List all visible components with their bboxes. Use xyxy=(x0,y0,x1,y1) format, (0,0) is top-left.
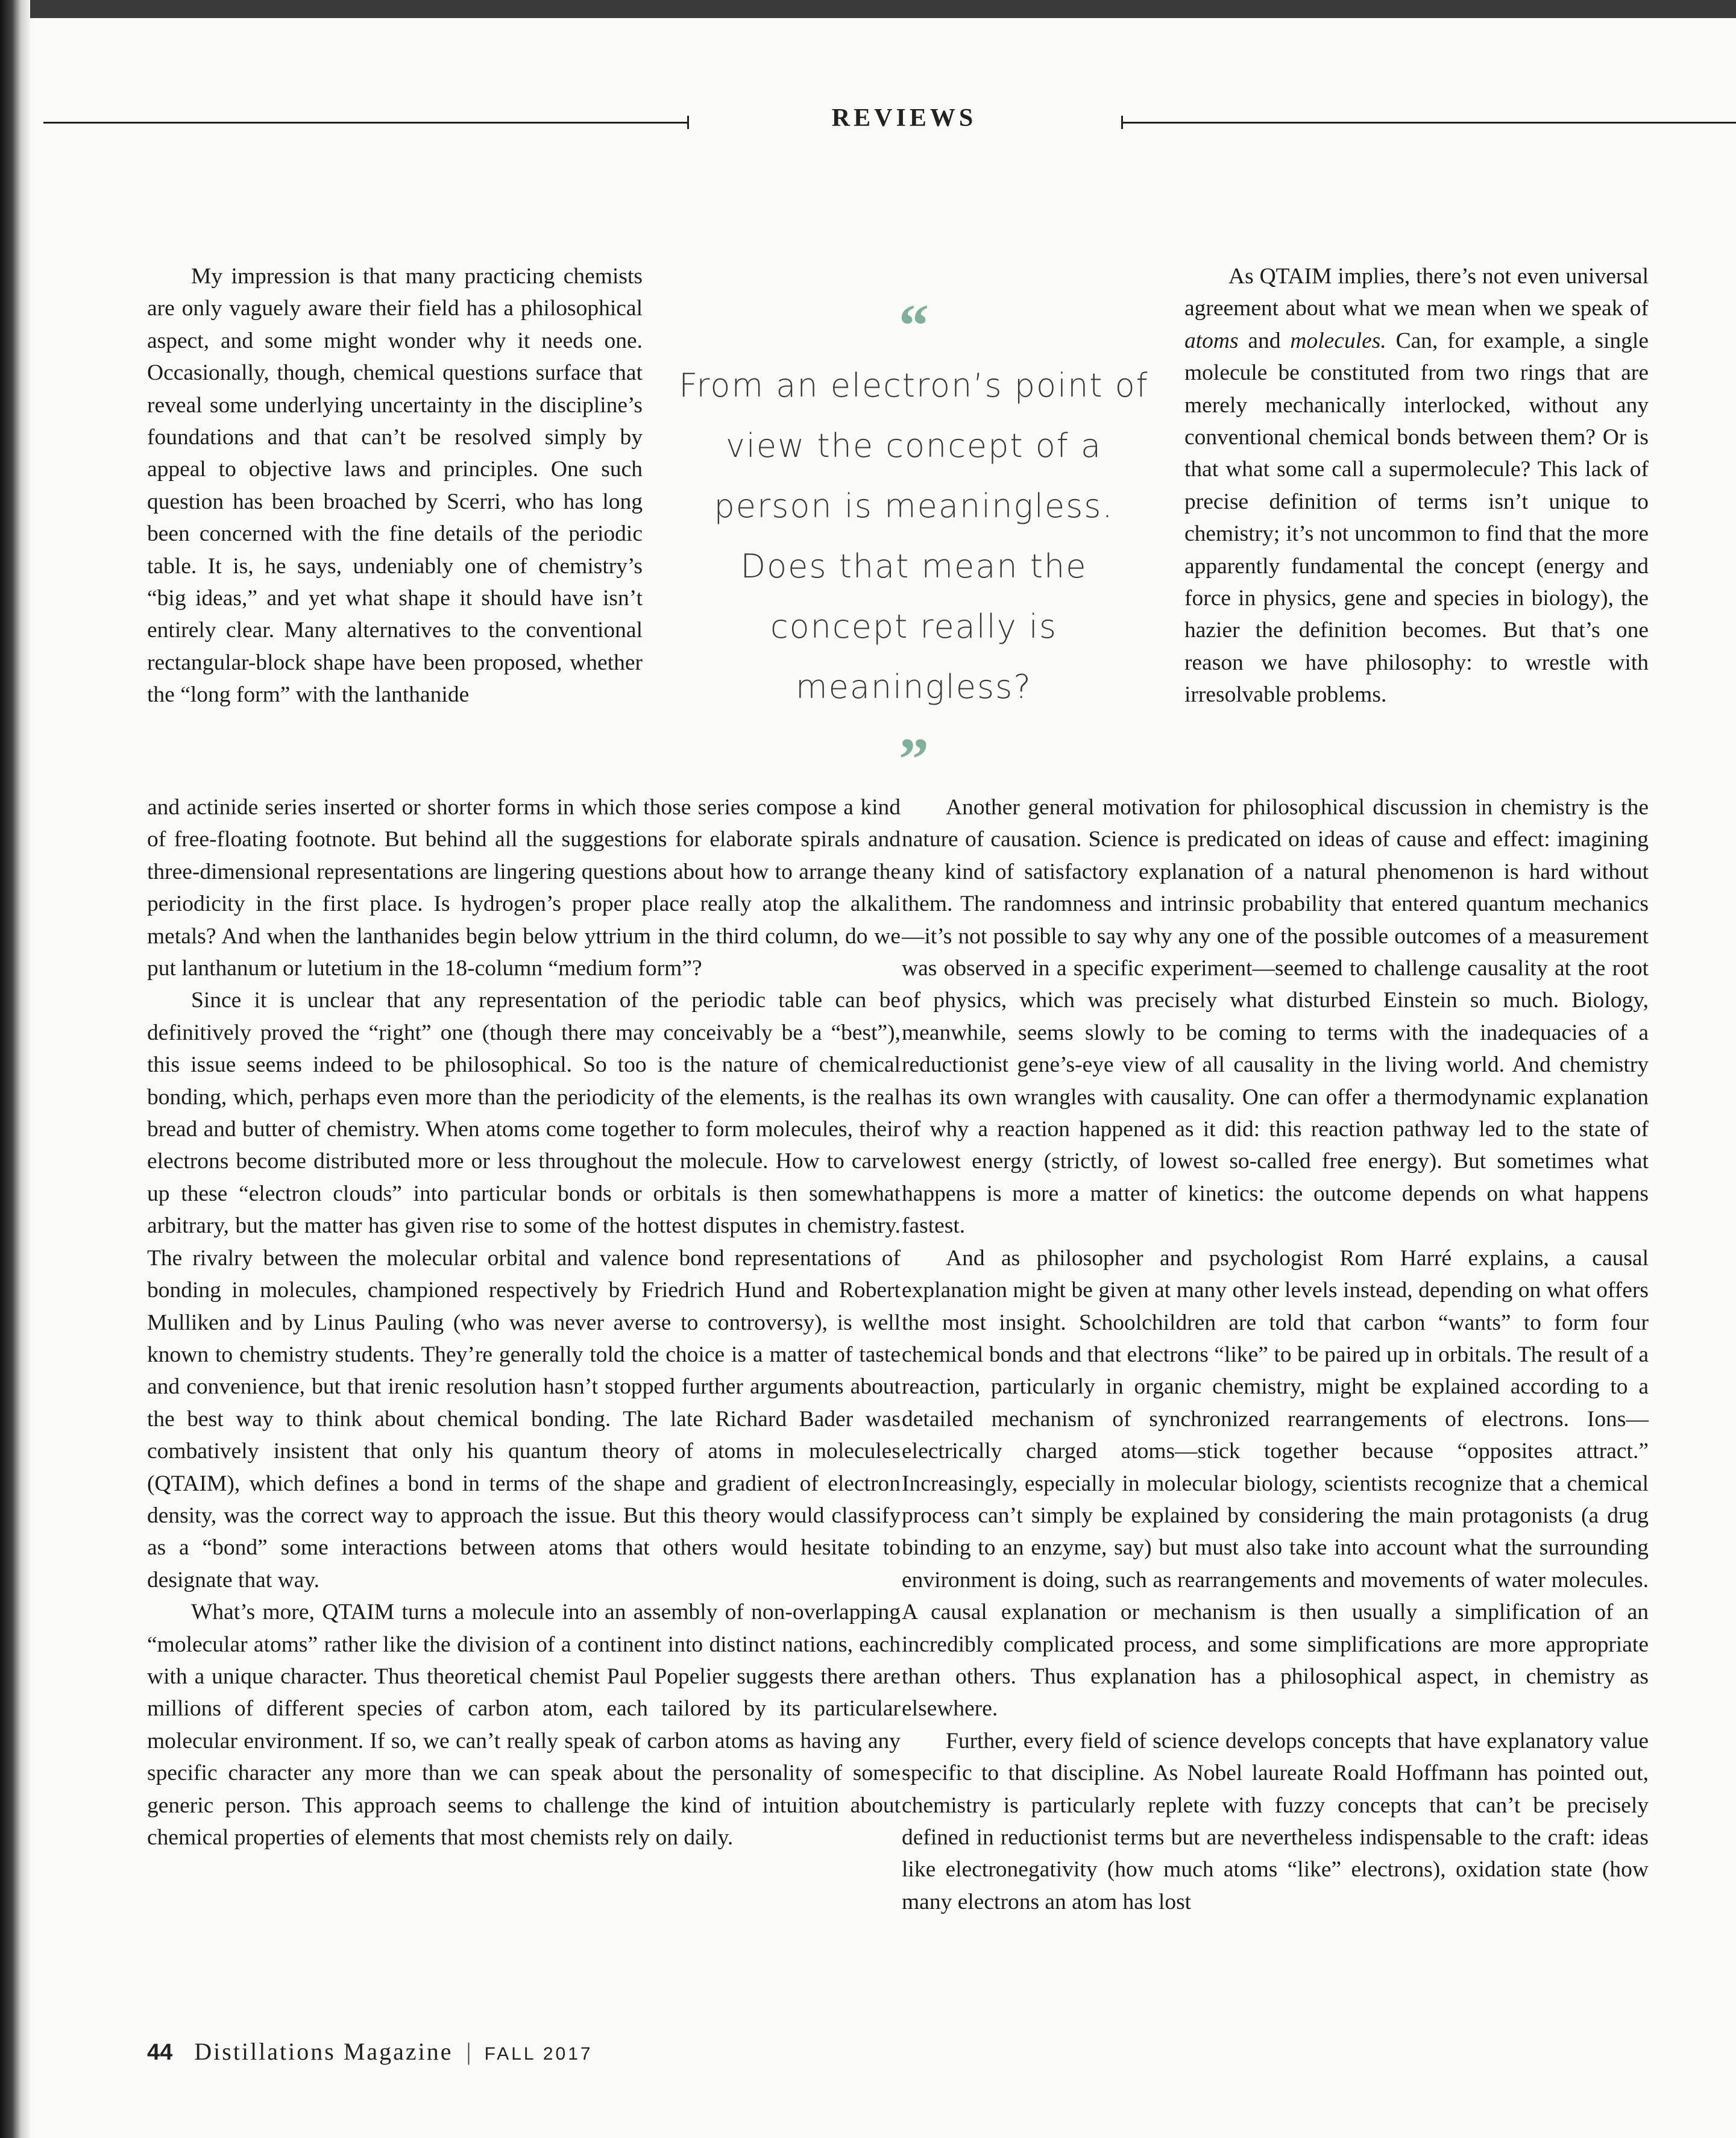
issue-label: FALL 2017 xyxy=(484,2044,593,2064)
page-footer xyxy=(147,2037,593,2066)
text-run: and xyxy=(1238,328,1291,353)
text-run: Can, for example, a single molecule be constituted from two rings that are merely mechanically interlocked, without any conventional chemical bonds between them? Or is that what some call a supermolecule? This lack of precise definition of terms isn’t unique to chemistry; it’s not uncommon to find that the more apparently fundamental the concept (energy and force in physics, gene and species in biology), the hazier the definition becomes. But that’s one reason we have philosophy: to wrestle with irresolvable problems. xyxy=(1184,328,1649,708)
pull-quote xyxy=(661,292,1167,793)
pull-quote-text: From an electron’s point of view the concept of a person is meaningless. Does that mean the concept really is meaningless? xyxy=(679,366,1149,706)
footer-separator: | xyxy=(466,2038,471,2065)
paragraph: Another general motivation for philosophical discussion in chemistry is the nature of causation. Science is predicated on ideas of cause and effect: imagining any kind of satisfactory explanation of a natural phenomenon is hard without them. The randomness and intrinsic probability that entered quantum mechanics—it’s not possible to say why any one of the possible outcomes of a measurement was observed in a specific experiment—seemed to challenge causality at the root of physics, which was precisely what disturbed Einstein so much. Biology, meanwhile, seems slowly to be coming to terms with the inadequacies of a reductionist gene’s-eye view of all causality in the living world. And chemistry has its own wrangles with causality. One can offer a thermodynamic explanation of why a reaction happened as it did: this reaction pathway led to the state of lowest energy (strictly, of lowest so-called free energy). But sometimes what happens is more a matter of kinetics: the outcome depends on what happens fastest. xyxy=(902,795,1649,1239)
paragraph: Further, every field of science develops concepts that have explanatory value specific to that discipline. As Nobel laureate Roald Hoffmann has pointed out, chemistry is particularly replete with fuzzy concepts that can’t be precisely defined in reductionist terms but are nevertheless indispensable to the craft: ideas like electronegativity (how much atoms “like” electrons), oxidation state (how many electrons an atom has lost xyxy=(902,1728,1649,1914)
paragraph: My impression is that many practicing chemists are only vaguely aware their field has a philosophical aspect, and some might wonder why it needs one. Occasionally, though, chemical questions surface that reveal some underlying uncertainty in the discipline’s foundations and that can’t be resolved simply by appeal to objective laws and principles. One such question has been broached by Scerri, who has long been concerned with the fine details of the periodic table. It is, he says, undeniably one of chemistry’s “big ideas,” and yet what shape it should have isn’t entirely clear. Many alternatives to the conventional rectangular-block shape have been proposed, whether the “long form” with the lanthanide xyxy=(147,264,643,708)
italic-term: molecules. xyxy=(1290,328,1386,353)
left-column-top xyxy=(147,260,643,711)
paragraph: What’s more, QTAIM turns a molecule into an assembly of non-overlapping “molecular atoms” rather like the division of a continent into distinct nations, each with a unique character. Thus theoretical chemist Paul Popelier suggests there are millions of different species of carbon atom, each tailored by its particular molecular environment. If so, we can’t really speak of carbon atoms as having any specific character any more than we can speak about the personality of some generic person. This approach seems to challenge the kind of intuition about chemical properties of elements that most chemists rely on daily. xyxy=(147,1600,901,1850)
paragraph: and actinide series inserted or shorter forms in which those series compose a kind of free-floating footnote. But behind all the suggestions for elaborate spirals and three-dimensional representations are lingering questions about how to arrange the periodicity in the first place. Is hydrogen’s proper place really atop the alkali metals? And when the lanthanides begin below yttrium in the third column, do we put lanthanum or lutetium in the 18-column “medium form”? xyxy=(147,795,901,981)
section-title: REVIEWS xyxy=(831,104,977,132)
open-quote-icon: “ xyxy=(899,292,929,359)
page-number: 44 xyxy=(147,2040,173,2065)
book-spine-shadow xyxy=(0,0,30,2138)
header-rule-right xyxy=(1122,122,1736,124)
italic-term: atoms xyxy=(1184,328,1239,353)
paragraph xyxy=(1184,260,1649,711)
right-column-top xyxy=(1184,260,1649,711)
paragraph: Since it is unclear that any representation of the periodic table can be definitively proved the “right” one (though there may conceivably be a “best”), this issue seems indeed to be philosophical. So too is the nature of chemical bonding, which, perhaps even more than the periodicity of the elements, is the real bread and butter of chemistry. When atoms come together to form molecules, their electrons become distributed more or less throughout the molecule. How to carve up these “electron clouds” into particular bonds or orbitals is then somewhat arbitrary, but the matter has given rise to some of the hottest disputes in chemistry. The rivalry between the molecular orbital and valence bond representations of bonding in molecules, championed respectively by Friedrich Hund and Robert Mulliken and by Linus Pauling (who was never averse to controversy), is well known to chemistry students. They’re generally told the choice is a matter of taste and convenience, but that irenic resolution hasn’t stopped further arguments about the best way to think about chemical bonding. The late Richard Bader was combatively insistent that only his quantum theory of atoms in molecules (QTAIM), which defines a bond in terms of the shape and gradient of electron density, was the correct way to approach the issue. But this theory would classify as a “bond” some interactions between atoms that others would hesitate to designate that way. xyxy=(147,988,901,1592)
header-rule-left xyxy=(43,122,687,124)
close-quote-icon: ” xyxy=(899,726,929,793)
paragraph: And as philosopher and psychologist Rom Harré explains, a causal explanation might be given at many other levels instead, depending on what offers the most insight. Schoolchildren are told that carbon “wants” to form four chemical bonds and that electrons “like” to be paired up in orbitals. The result of a reaction, particularly in organic chemistry, might be explained according to a detailed mechanism of synchronized rearrangements of electrons. Ions—electrically charged atoms—stick together because “opposites attract.” Increasingly, especially in molecular biology, scientists recognize that a chemical process can’t simply be explained by considering the main protagonists (a drug binding to an enzyme, say) but must also take into account what the surrounding environment is doing, such as rearrangements and movements of water molecules. A causal explanation or mechanism is then usually a simplification of an incredibly complicated process, and some simplifications are more appropriate than others. Thus explanation has a philosophical aspect, in chemistry as elsewhere. xyxy=(902,1245,1649,1721)
text-run: As QTAIM implies, there’s not even universal agreement about what we mean when we speak of xyxy=(1184,264,1649,321)
right-column xyxy=(902,791,1649,1918)
magazine-name: Distillations Magazine xyxy=(194,2038,453,2065)
magazine-page xyxy=(30,18,1736,2138)
left-column xyxy=(147,791,901,1853)
header-tick-left xyxy=(687,116,689,129)
